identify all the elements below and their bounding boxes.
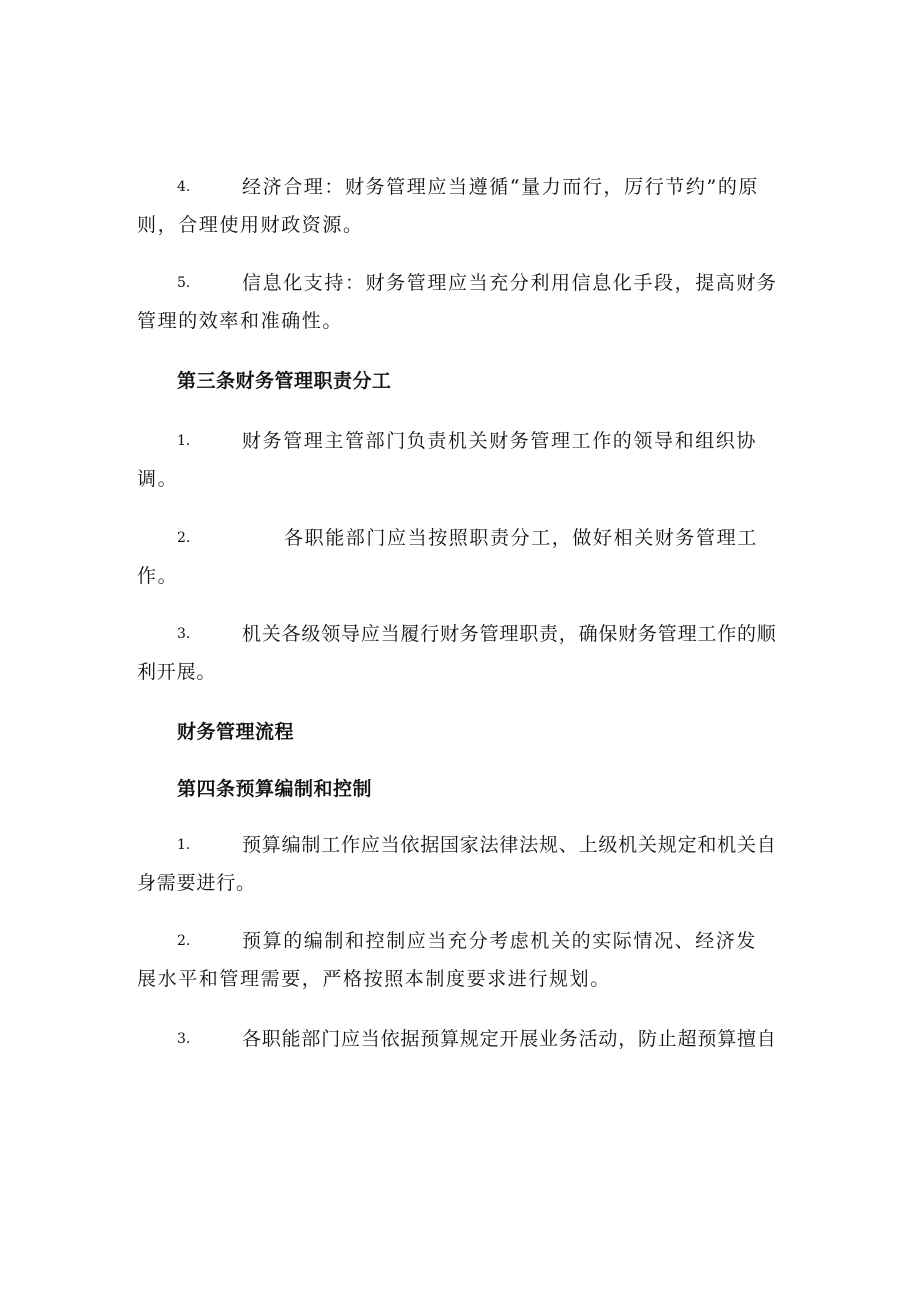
- item-number: 4.: [177, 179, 191, 195]
- section-heading: 第四条预算编制和控制: [177, 778, 373, 800]
- item-text-line: 利开展。: [137, 661, 217, 683]
- item-number: 1.: [177, 433, 191, 449]
- item-text-line: 预算的编制和控制应当充分考虑机关的实际情况、经济发: [242, 930, 758, 952]
- list-item: [137, 168, 787, 244]
- list-item: [137, 422, 787, 498]
- item-text-line: 则，合理使用财政资源。: [137, 214, 364, 236]
- item-text-line: 预算编制工作应当依据国家法律法规、上级机关规定和机关自: [242, 834, 777, 856]
- item-number: 3.: [177, 626, 191, 642]
- list-item: [137, 922, 787, 998]
- item-text-line: 调。: [137, 468, 179, 490]
- section-heading: 第三条财务管理职责分工: [177, 370, 392, 392]
- item-number: 3.: [177, 1031, 191, 1047]
- item-text-line: 管理的效率和准确性。: [137, 310, 344, 332]
- item-text-line: 身需要进行。: [137, 872, 256, 894]
- list-item: [137, 519, 787, 595]
- item-text-line: 信息化支持：财务管理应当充分利用信息化手段，提高财务: [242, 272, 778, 294]
- item-text-line: 作。: [137, 565, 179, 587]
- list-item: [137, 615, 787, 691]
- item-number: 5.: [177, 275, 191, 291]
- item-text-line: 各职能部门应当依据预算规定开展业务活动，防止超预算擅自: [242, 1028, 777, 1050]
- section-heading: 财务管理流程: [177, 721, 295, 743]
- list-item: [137, 826, 787, 902]
- item-number: 2.: [177, 530, 191, 546]
- item-number: 2.: [177, 933, 191, 949]
- item-text-line: 经济合理：财务管理应当遵循“量力而行，厉行节约”的原: [242, 176, 760, 198]
- item-number: 1.: [177, 837, 191, 853]
- item-text-line: 各职能部门应当按照职责分工，做好相关财务管理工: [284, 527, 758, 549]
- item-text-line: 机关各级领导应当履行财务管理职责，确保财务管理工作的顺: [242, 623, 777, 645]
- list-item: [137, 264, 787, 340]
- item-text-line: 展水平和管理需要，严格按照本制度要求进行规划。: [137, 968, 611, 990]
- list-item: [137, 1020, 787, 1058]
- item-text-line: 财务管理主管部门负责机关财务管理工作的领导和组织协: [242, 430, 758, 452]
